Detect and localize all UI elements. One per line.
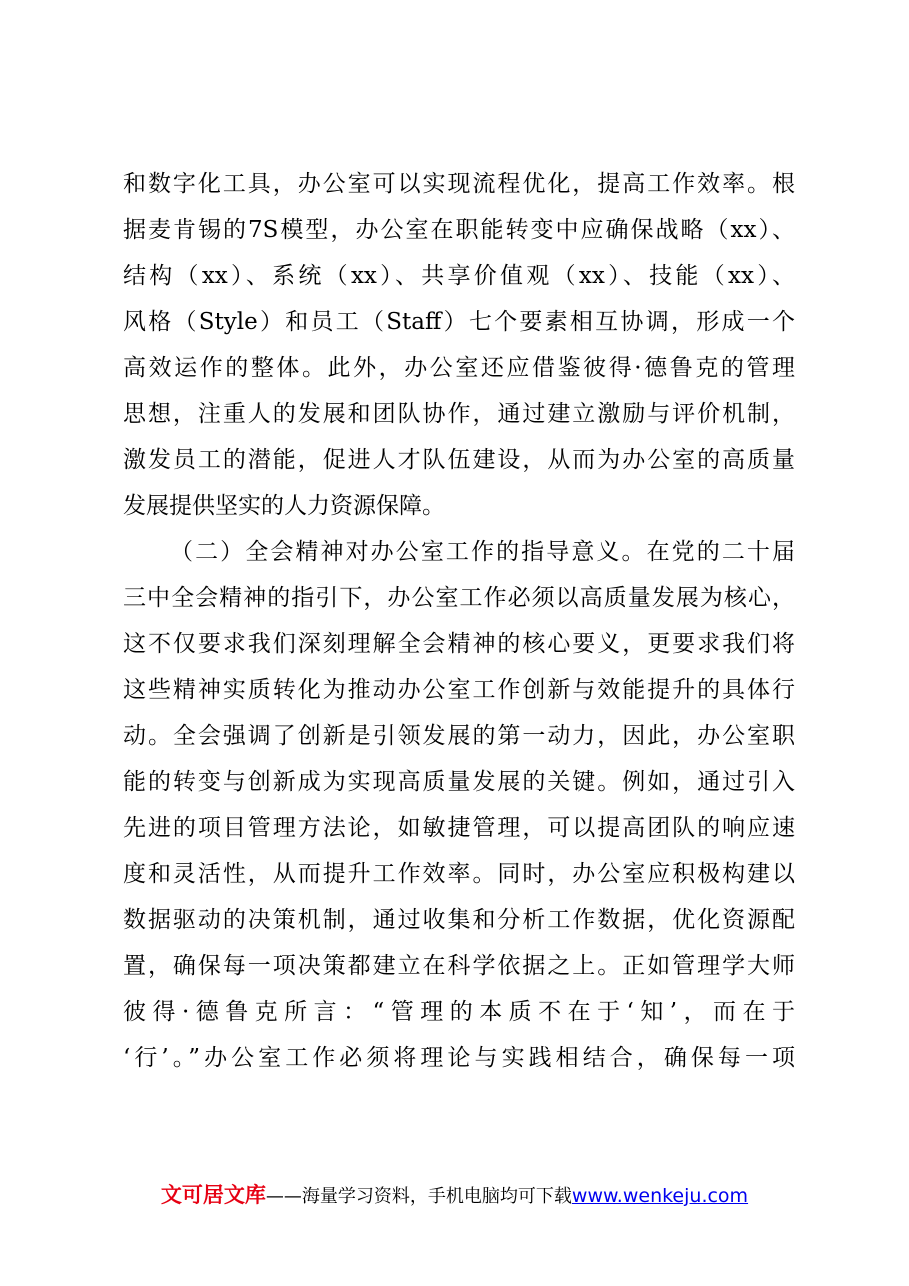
body-text-line: 这不仅要求我们深刻理解全会精神的核心要义，更要求我们将 <box>123 631 795 657</box>
footer-brand: 文可居文库 <box>160 1183 266 1207</box>
body-text-line: 能的转变与创新成为实现高质量发展的关键。例如，通过引入 <box>123 769 795 795</box>
body-text-line: 数据驱动的决策机制，通过收集和分析工作数据，优化资源配 <box>123 907 795 933</box>
body-text-line: 发展提供坚实的人力资源保障。 <box>123 493 445 519</box>
body-text-line: 三中全会精神的指引下，办公室工作必须以高质量发展为核心， <box>123 585 795 611</box>
body-text-line: 风格（Style）和员工（Staff）七个要素相互协调，形成一个 <box>123 309 795 335</box>
body-text-line: 彼得·德鲁克所言：“管理的本质不在于‘知’，而在于 <box>123 999 795 1025</box>
body-text-line: 度和灵活性，从而提升工作效率。同时，办公室应积极构建以 <box>123 861 795 887</box>
body-text-line: 思想，注重人的发展和团队协作，通过建立激励与评价机制， <box>123 401 795 427</box>
body-text-line: 结构（xx）、系统（xx）、共享价值观（xx）、技能（xx）、 <box>123 263 795 289</box>
body-text-line: 据麦肯锡的7S模型，办公室在职能转变中应确保战略（xx）、 <box>123 217 795 243</box>
body-text-line: 高效运作的整体。此外，办公室还应借鉴彼得·德鲁克的管理 <box>123 355 795 381</box>
footer-banner <box>0 1182 909 1210</box>
body-text-line: 先进的项目管理方法论，如敏捷管理，可以提高团队的响应速 <box>123 815 795 841</box>
body-text-line: 激发员工的潜能，促进人才队伍建设，从而为办公室的高质量 <box>123 447 795 473</box>
body-text-line: ‘行’。”办公室工作必须将理论与实践相结合，确保每一项 <box>123 1045 795 1071</box>
section-heading-line: （二）全会精神对办公室工作的指导意义。在党的二十届 <box>170 539 795 565</box>
body-text-line: 置，确保每一项决策都建立在科学依据之上。正如管理学大师 <box>123 953 795 979</box>
body-text-line: 动。全会强调了创新是引领发展的第一动力，因此，办公室职 <box>123 723 795 749</box>
footer-tagline: ——海量学习资料，手机电脑均可下载 <box>265 1186 572 1207</box>
body-text-line: 和数字化工具，办公室可以实现流程优化，提高工作效率。根 <box>123 171 795 197</box>
footer-website-link[interactable]: www.wenkeju.com <box>571 1185 749 1207</box>
body-text-line: 这些精神实质转化为推动办公室工作创新与效能提升的具体行 <box>123 677 795 703</box>
